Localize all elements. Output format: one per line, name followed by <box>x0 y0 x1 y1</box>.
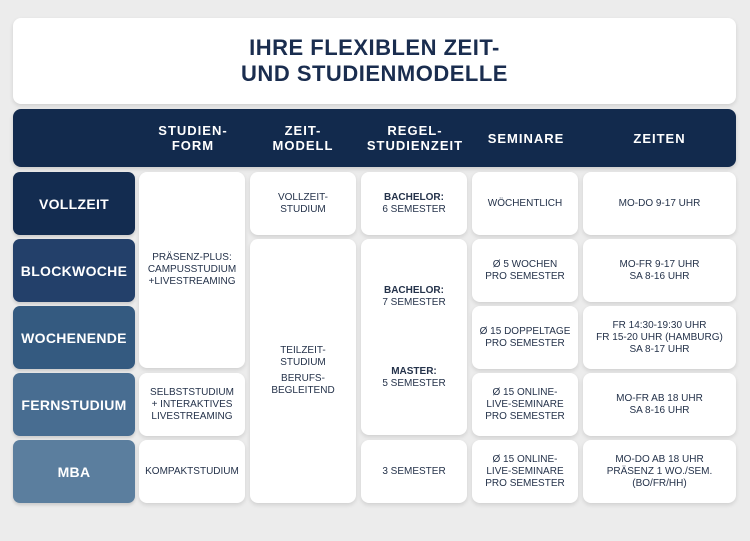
header-label: STUDIEN- <box>158 123 228 138</box>
cell-text: BEGLEITEND <box>271 385 335 396</box>
row-header-mba <box>13 440 135 503</box>
cell-text: 5 SEMESTER <box>382 377 446 389</box>
cell-text: KOMPAKTSTUDIUM <box>145 465 239 477</box>
page-title <box>13 18 736 104</box>
cell-text: 6 SEMESTER <box>382 203 446 215</box>
header-label: STUDIENZEIT <box>366 138 464 153</box>
cell-seminare-blockwoche <box>472 239 578 302</box>
cell-text: PRO SEMESTER <box>485 270 565 282</box>
row-label: VOLLZEIT <box>38 195 110 212</box>
row-label: BLOCKWOCHE <box>20 262 128 279</box>
cell-zeiten-fernstudium <box>583 373 736 436</box>
cell-text: SA 8-16 UHR <box>629 270 690 282</box>
cell-text: MO-FR 9-17 UHR <box>619 258 700 270</box>
row-label: FERNSTUDIUM <box>21 396 127 413</box>
cell-regelstudienzeit-teilzeit <box>361 239 467 435</box>
cell-text: WÖCHENTLICH <box>487 197 563 209</box>
header-label: SEMINARE <box>487 130 565 146</box>
cell-zeitmodell-vollzeit <box>250 172 356 235</box>
header-studienform <box>138 109 248 167</box>
cell-text: LIVE-SEMINARE <box>486 465 564 477</box>
row-header-wochenende <box>13 306 135 369</box>
cell-label: BACHELOR: <box>383 191 444 203</box>
cell-text: LIVESTREAMING <box>151 410 233 422</box>
cell-zeitmodell-teilzeit <box>250 239 356 503</box>
cell-zeiten-wochenende <box>583 306 736 369</box>
cell-text: PRO SEMESTER <box>485 337 565 349</box>
header-regelstudienzeit <box>359 109 471 167</box>
cell-text: +LIVESTREAMING <box>148 276 236 287</box>
cell-text: CAMPUSSTUDIUM <box>147 264 237 275</box>
cell-studienform-kompakt <box>139 440 245 503</box>
cell-text: TEILZEIT- <box>280 345 326 356</box>
header-label: MODELL <box>272 138 334 153</box>
cell-zeiten-blockwoche <box>583 239 736 302</box>
cell-regelstudienzeit-vollzeit <box>361 172 467 235</box>
cell-text: Ø 15 ONLINE- <box>492 386 558 398</box>
cell-text: BERUFS- <box>281 373 325 384</box>
cell-text: MO-DO AB 18 UHR <box>615 453 704 465</box>
cell-text: 7 SEMESTER <box>382 296 446 308</box>
cell-text: STUDIUM <box>280 203 326 215</box>
cell-studienform-selbststudium <box>139 373 245 436</box>
cell-text: SA 8-16 UHR <box>629 404 690 416</box>
row-label: MBA <box>57 463 91 480</box>
row-label: WOCHENENDE <box>21 329 127 346</box>
title-line-2: UND STUDIENMODELLE <box>241 61 508 86</box>
cell-text: VOLLZEIT- <box>277 191 328 203</box>
header-label: FORM <box>171 138 215 153</box>
table-header <box>13 109 736 167</box>
cell-text: FR 14:30-19:30 UHR <box>612 319 707 331</box>
cell-regelstudienzeit-mba <box>361 440 467 503</box>
cell-seminare-vollzeit <box>472 172 578 235</box>
header-seminare <box>472 109 580 167</box>
header-label: REGEL- <box>387 123 443 138</box>
cell-text: PRÄSENZ 1 WO./SEM. <box>606 465 713 477</box>
title-line-1: IHRE FLEXIBLEN ZEIT- <box>249 35 500 60</box>
cell-text: Ø 15 ONLINE- <box>492 453 558 465</box>
cell-studienform-praesenz <box>139 172 245 368</box>
cell-text: LIVE-SEMINARE <box>486 398 564 410</box>
cell-text: (BO/FR/HH) <box>632 477 687 489</box>
cell-text: SELBSTSTUDIUM <box>150 386 234 398</box>
cell-text: PRO SEMESTER <box>485 410 565 422</box>
cell-text: PRO SEMESTER <box>485 477 565 489</box>
cell-text: FR 15-20 UHR (HAMBURG) <box>596 331 723 343</box>
row-header-blockwoche <box>13 239 135 302</box>
cell-text: MO-DO 9-17 UHR <box>618 197 701 209</box>
cell-seminare-mba <box>472 440 578 503</box>
cell-seminare-fernstudium <box>472 373 578 436</box>
header-label: ZEITEN <box>633 130 686 146</box>
cell-zeiten-vollzeit <box>583 172 736 235</box>
header-label: ZEIT- <box>284 123 322 138</box>
header-zeiten <box>583 109 736 167</box>
cell-label: MASTER: <box>391 365 437 377</box>
cell-text: Ø 15 DOPPELTAGE <box>479 325 571 337</box>
cell-text: Ø 5 WOCHEN <box>492 258 558 270</box>
row-header-fernstudium <box>13 373 135 436</box>
cell-seminare-wochenende <box>472 306 578 369</box>
cell-text: PRÄSENZ-PLUS: <box>152 252 232 263</box>
row-header-vollzeit <box>13 172 135 235</box>
cell-zeiten-mba <box>583 440 736 503</box>
cell-text: SA 8-17 UHR <box>629 343 690 355</box>
header-zeitmodell <box>249 109 357 167</box>
cell-text: STUDIUM <box>280 357 326 368</box>
cell-text: 3 SEMESTER <box>382 465 446 477</box>
cell-text: MO-FR AB 18 UHR <box>616 392 703 404</box>
cell-label: BACHELOR: <box>383 284 444 296</box>
cell-text: + INTERAKTIVES <box>151 398 233 410</box>
